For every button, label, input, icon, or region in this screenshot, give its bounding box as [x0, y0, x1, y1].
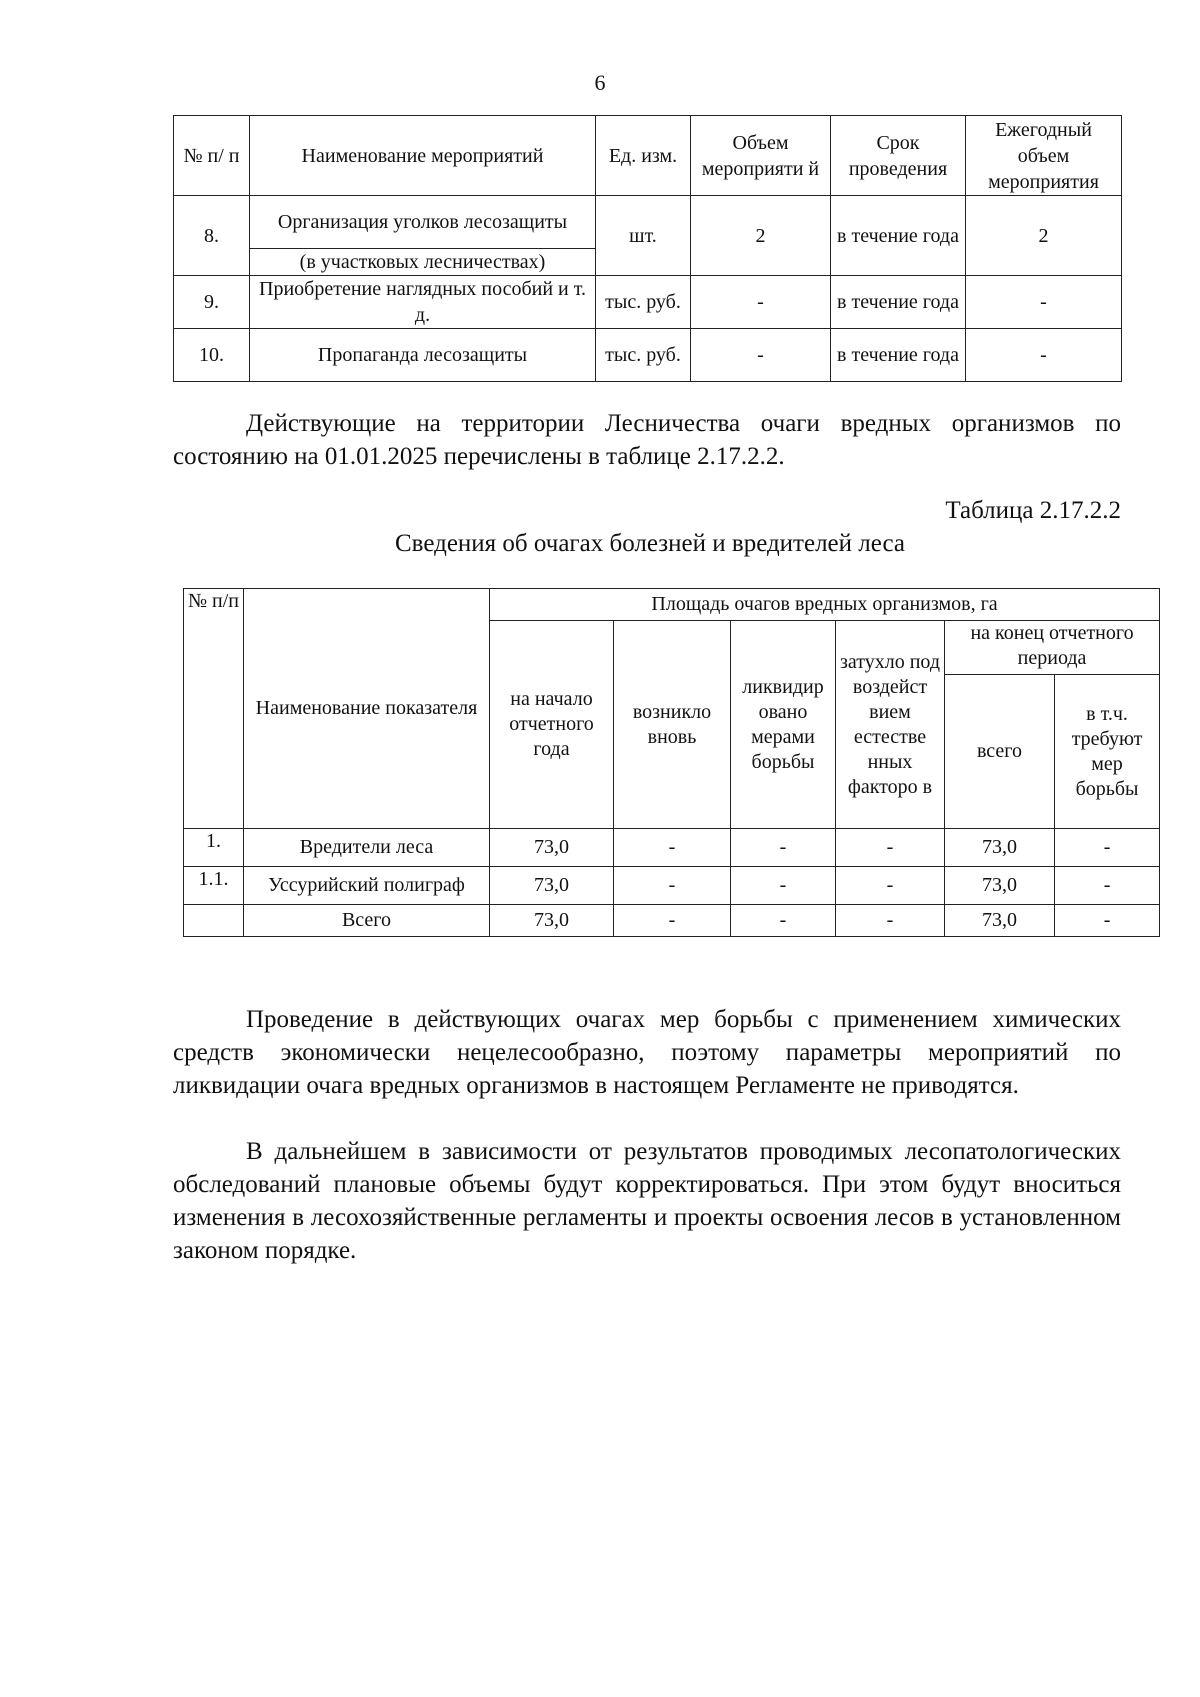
cell-need: - — [1055, 829, 1160, 867]
cell-annual: - — [966, 329, 1122, 382]
cell-unit: тыс. руб. — [596, 329, 691, 382]
table-row — [174, 276, 1122, 329]
cell-new: - — [614, 905, 731, 937]
col-header-num: № п/п — [184, 589, 244, 829]
col-header-annual: Ежегодный объем мероприятия — [966, 116, 1122, 196]
cell-name: Приобретение наглядных пособий и т. д. — [250, 276, 596, 329]
cell-total: 73,0 — [945, 905, 1055, 937]
table-header-row — [174, 116, 1122, 196]
col-header-need: в т.ч. требуют мер борьбы — [1055, 675, 1160, 829]
cell-liquidated: - — [731, 905, 836, 937]
pest-foci-table — [183, 588, 1160, 937]
col-header-liquidated: ликвидир овано мерами борьбы — [731, 621, 836, 829]
table-row — [184, 829, 1160, 867]
page-number: 6 — [594, 70, 606, 95]
cell-term: в течение года — [831, 276, 966, 329]
cell-start: 73,0 — [490, 905, 614, 937]
cell-unit: шт. — [596, 196, 691, 276]
cell-num: 10. — [174, 329, 250, 382]
col-header-num: № п/ п — [174, 116, 250, 196]
paragraph-intro: Действующие на территории Лесничества очаги вредных организмов по состоянию на 01.01.2025 перечислены в таблице 2.17.2.2. — [173, 410, 1121, 470]
cell-num: 1. — [184, 829, 244, 867]
cell-volume: 2 — [691, 196, 831, 276]
table-row — [174, 196, 1122, 249]
activities-table — [173, 115, 1122, 382]
col-header-volume: Объем мероприяти й — [691, 116, 831, 196]
col-header-unit: Ед. изм. — [596, 116, 691, 196]
cell-start: 73,0 — [490, 867, 614, 905]
cell-subname: (в участковых лесничествах) — [250, 249, 596, 276]
cell-term: в течение года — [831, 196, 966, 276]
table-row — [174, 329, 1122, 382]
table-title: Сведения об очагах болезней и вредителей леса — [395, 530, 905, 557]
cell-need: - — [1055, 905, 1160, 937]
cell-annual: - — [966, 276, 1122, 329]
cell-need: - — [1055, 867, 1160, 905]
cell-name: Всего — [244, 905, 490, 937]
table-header-row — [184, 589, 1160, 621]
cell-total: 73,0 — [945, 829, 1055, 867]
col-header-end-group: на конец отчетного периода — [945, 621, 1160, 675]
cell-faded: - — [836, 867, 945, 905]
cell-name: Уссурийский полиграф — [244, 867, 490, 905]
cell-term: в течение года — [831, 329, 966, 382]
col-header-name: Наименование показателя — [244, 589, 490, 829]
col-header-area-group: Площадь очагов вредных организмов, га — [490, 589, 1160, 621]
paragraph-control-measures: Проведение в действующих очагах мер борьбы с применением химических средств экономически нецелесообразно, поэтому параметры мероприятий по ликвидации очага вредных организмов в настоящем Регламенте не приводятся. — [173, 1006, 1121, 1099]
col-header-total: всего — [945, 675, 1055, 829]
table-row-total — [184, 905, 1160, 937]
col-header-new: возникло вновь — [614, 621, 731, 829]
cell-total: 73,0 — [945, 867, 1055, 905]
cell-annual: 2 — [966, 196, 1122, 276]
paragraph-future-adjustments: В дальнейшем в зависимости от результатов проводимых лесопатологических обследований плановые объемы будут корректироваться. При этом будут вноситься изменения в лесохозяйственные регламенты и проекты освоения лесов в установленном законом порядке. — [173, 1138, 1121, 1264]
cell-start: 73,0 — [490, 829, 614, 867]
cell-volume: - — [691, 276, 831, 329]
cell-faded: - — [836, 905, 945, 937]
cell-name: Вредители леса — [244, 829, 490, 867]
cell-num: 1.1. — [184, 867, 244, 905]
col-header-start: на начало отчетного года — [490, 621, 614, 829]
col-header-term: Срок проведения — [831, 116, 966, 196]
cell-liquidated: - — [731, 867, 836, 905]
cell-unit: тыс. руб. — [596, 276, 691, 329]
cell-new: - — [614, 867, 731, 905]
cell-num — [184, 905, 244, 937]
cell-num: 9. — [174, 276, 250, 329]
cell-liquidated: - — [731, 829, 836, 867]
cell-name: Организация уголков лесозащиты — [250, 196, 596, 249]
cell-volume: - — [691, 329, 831, 382]
table-row — [184, 867, 1160, 905]
table-label: Таблица 2.17.2.2 — [945, 497, 1121, 524]
col-header-name: Наименование мероприятий — [250, 116, 596, 196]
cell-num: 8. — [174, 196, 250, 276]
col-header-faded: затухло под воздейст вием естестве нных факторо в — [836, 621, 945, 829]
cell-faded: - — [836, 829, 945, 867]
cell-name: Пропаганда лесозащиты — [250, 329, 596, 382]
cell-new: - — [614, 829, 731, 867]
